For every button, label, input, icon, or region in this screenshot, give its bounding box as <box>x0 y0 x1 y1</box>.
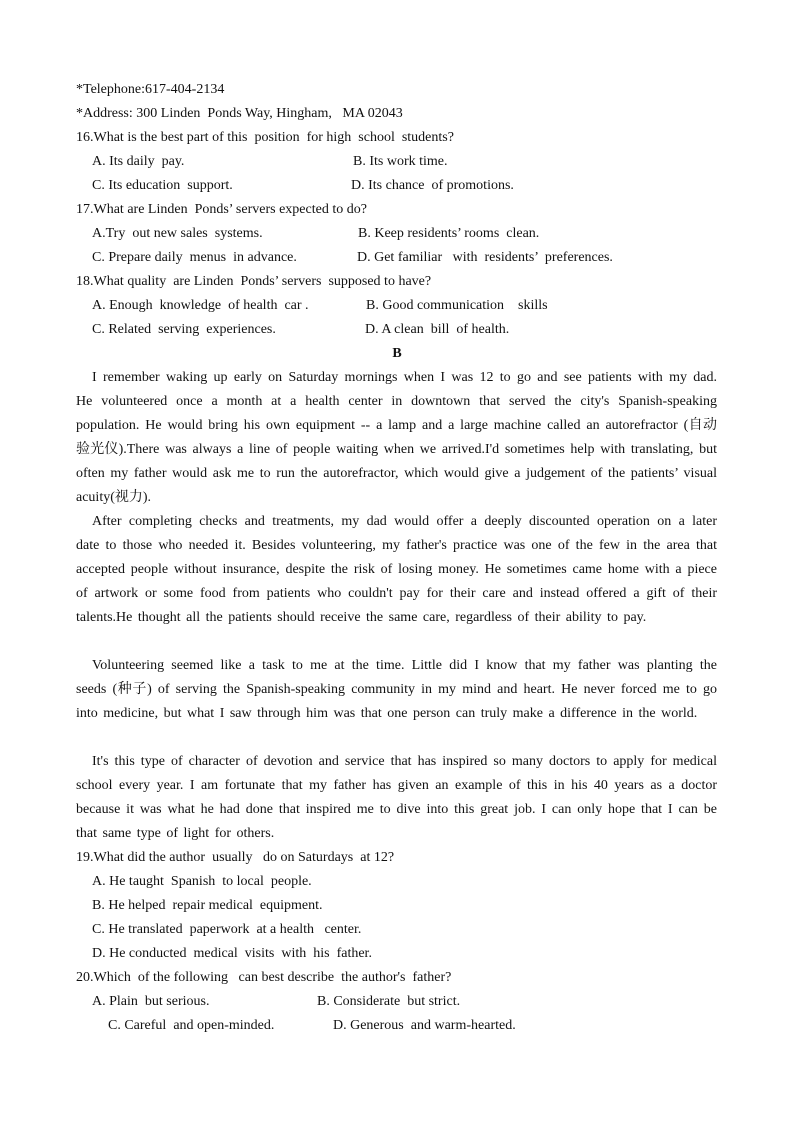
question-20-stem: 20.Which of the following can best describe the author's father? <box>76 970 452 985</box>
question-16-option-d: D. Its chance of promotions. <box>351 178 514 193</box>
question-19-option-b: B. He helped repair medical equipment. <box>92 898 323 913</box>
passage-paragraph-2: After completing checks and treatments, my dad would offer a deeply discounted operation on a later date to those who needed it. Besides volunteering, my father's practice was one of the few in the area that accepted people without insurance, despite the risk of losing money. He sometimes came home with a piece of artwork or some food from patients who couldn't pay for their care and instead offered a gift of their talents.He thought all the patients should receive the same care, regardless of their ability to pay. <box>76 514 717 625</box>
question-17-option-d: D. Get familiar with residents’ preferences. <box>357 250 613 265</box>
question-19-option-a: A. He taught Spanish to local people. <box>92 874 312 889</box>
question-19-option-d: D. He conducted medical visits with his father. <box>92 946 372 961</box>
question-17-option-c: C. Prepare daily menus in advance. <box>92 250 297 265</box>
question-19-stem: 19.What did the author usually do on Saturdays at 12? <box>76 850 395 865</box>
question-20-option-d: D. Generous and warm-hearted. <box>333 1018 516 1033</box>
question-17-option-b: B. Keep residents’ rooms clean. <box>358 226 540 241</box>
question-16-option-a: A. Its daily pay. <box>92 154 185 169</box>
question-20-option-a: A. Plain but serious. <box>92 994 210 1009</box>
question-17-option-a: A.Try out new sales systems. <box>92 226 263 241</box>
question-20-option-b: B. Considerate but strict. <box>317 994 461 1009</box>
question-17-stem: 17.What are Linden Ponds’ servers expected to do? <box>76 202 367 217</box>
section-heading: B <box>392 346 402 361</box>
question-18-option-d: D. A clean bill of health. <box>365 322 510 337</box>
question-16-option-c: C. Its education support. <box>92 178 233 193</box>
question-16-option-b: B. Its work time. <box>353 154 448 169</box>
question-19-option-c: C. He translated paperwork at a health center. <box>92 922 362 937</box>
question-18-stem: 18.What quality are Linden Ponds’ servers supposed to have? <box>76 274 432 289</box>
passage-paragraph-3: Volunteering seemed like a task to me at the time. Little did I know that my father was planting the seeds (种子) of serving the Spanish-speaking community in my mind and heart. He never forced me to go into medicine, but what I saw through him was that one person can truly make a difference in the world. <box>76 658 717 721</box>
address-line: *Address: 300 Linden Ponds Way, Hingham, MA 02043 <box>76 106 403 121</box>
telephone-line: *Telephone:617-404-2134 <box>76 82 225 97</box>
question-20-option-c: C. Careful and open-minded. <box>108 1018 275 1033</box>
question-16-stem: 16.What is the best part of this position for high school students? <box>76 130 454 145</box>
passage-paragraph-1: I remember waking up early on Saturday mornings when I was 12 to go and see patients with my dad. He volunteered once a month at a health center in downtown that served the city's Spanish-speaking population. He would bring his own equipment -- a lamp and a large machine called an autorefractor (自动验光仪).There was always a line of people waiting when we arrived.I'd sometimes help with translating, but often my father would ask me to run the autorefractor, which would give a judgement of the patients’ visual acuity(视力). <box>76 370 717 505</box>
question-18-option-c: C. Related serving experiences. <box>92 322 276 337</box>
passage-paragraph-4: It's this type of character of devotion and service that has inspired so many doctors to apply for medical school every year. I am fortunate that my father has given an example of this in his 40 years as a doctor because it was what he had done that inspired me to dive into this great job. I can only hope that I can be that same type of light for others. <box>76 754 717 841</box>
question-18-option-a: A. Enough knowledge of health car . <box>92 298 309 313</box>
question-18-option-b: B. Good communication skills <box>366 298 548 313</box>
